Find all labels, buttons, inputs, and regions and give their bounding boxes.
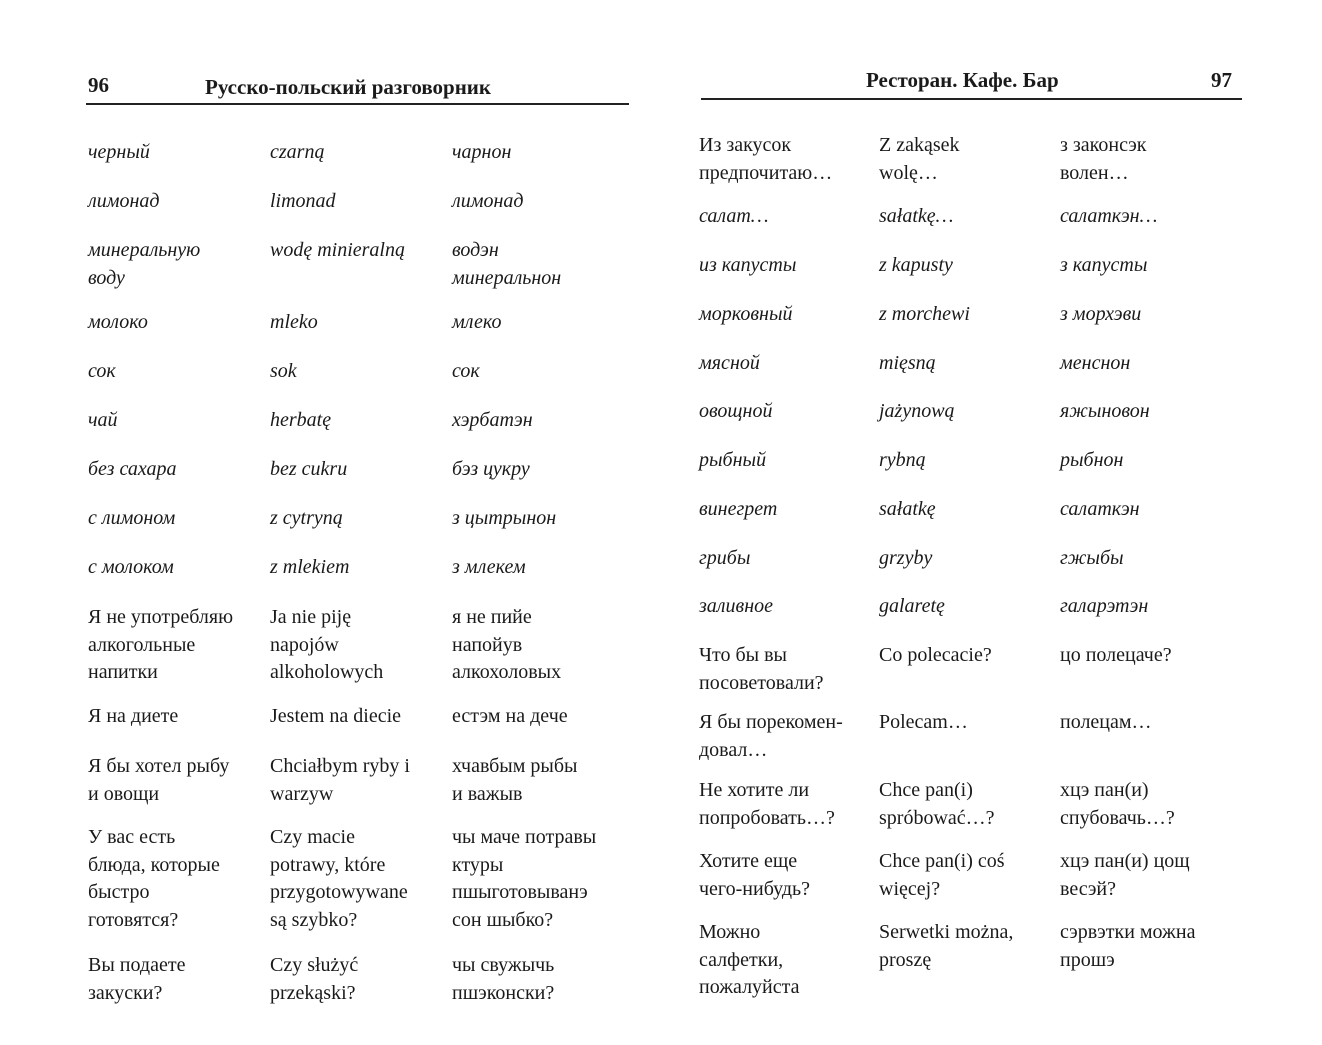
pl-cell: jażynową: [879, 400, 955, 422]
transcription-cell: сэрвэтки можна прошэ: [1060, 921, 1196, 971]
ru-cell: овощной: [699, 400, 773, 422]
transcription-cell: чарнон: [452, 141, 512, 163]
pl-cell: bez cukru: [270, 458, 348, 480]
pl-cell: grzyby: [879, 547, 933, 569]
pl-cell: z mlekiem: [270, 556, 350, 578]
ru-cell: из капусты: [699, 254, 797, 276]
pl-cell: Co polecacie?: [879, 644, 992, 666]
transcription-cell: менснон: [1060, 352, 1131, 374]
pl-cell: Jestem na diecie: [270, 705, 402, 727]
ru-cell: грибы: [699, 547, 751, 569]
ru-cell: Можно салфетки, пожалуйста: [699, 921, 800, 998]
transcription-cell: з млекем: [452, 556, 526, 578]
header-rule: [701, 98, 1242, 100]
transcription-cell: я не пийе напойув алкохоловых: [452, 606, 562, 683]
ru-cell: винегрет: [699, 498, 778, 520]
transcription-cell: з морхэви: [1060, 303, 1142, 325]
pl-cell: sałatkę…: [879, 205, 954, 227]
pl-cell: czarną: [270, 141, 325, 163]
transcription-cell: млеко: [452, 311, 502, 333]
ru-cell: Я бы порекомен- довал…: [699, 711, 843, 761]
ru-cell: Я на диете: [88, 705, 179, 727]
pl-cell: Serwetki można, proszę: [879, 921, 1014, 971]
transcription-cell: з цытрынон: [452, 507, 557, 529]
ru-cell: сок: [88, 360, 116, 382]
pl-cell: Czy macie potrawy, które przygotowywane są szybko?: [270, 826, 408, 931]
pl-cell: Ja nie piję napojów alkoholowych: [270, 606, 384, 683]
pl-cell: Czy służyć przekąski?: [270, 954, 359, 1004]
transcription-cell: лимонад: [452, 190, 524, 212]
transcription-cell: рыбнон: [1060, 449, 1124, 471]
ru-cell: с лимоном: [88, 507, 176, 529]
page-number: 97: [1211, 68, 1232, 92]
ru-cell: черный: [88, 141, 150, 163]
pl-cell: z kapusty: [879, 254, 953, 276]
ru-cell: Не хотите ли попробовать…?: [699, 779, 835, 829]
ru-cell: с молоком: [88, 556, 174, 578]
pl-cell: Chce pan(i) coś więcej?: [879, 850, 1005, 900]
pl-cell: limonad: [270, 190, 336, 212]
ru-cell: Я не употребляю алкогольные напитки: [88, 606, 234, 683]
ru-cell: Хотите еще чего-нибудь?: [699, 850, 811, 900]
ru-cell: рыбный: [699, 449, 767, 471]
pl-cell: rybną: [879, 449, 926, 471]
left-page: [0, 0, 660, 1045]
ru-cell: Что бы вы посоветовали?: [699, 644, 824, 694]
pl-cell: galaretę: [879, 595, 945, 617]
transcription-cell: хцэ пан(и) цощ весэй?: [1060, 850, 1190, 900]
transcription-cell: галарэтэн: [1060, 595, 1149, 617]
ru-cell: морковный: [699, 303, 793, 325]
page-number: 96: [88, 73, 109, 97]
pl-cell: Polecam…: [879, 711, 968, 733]
transcription-cell: сок: [452, 360, 480, 382]
ru-cell: минеральную воду: [88, 239, 201, 289]
transcription-cell: полецам…: [1060, 711, 1152, 733]
transcription-cell: чы свужычь пшэконски?: [452, 954, 555, 1004]
transcription-cell: з капусты: [1060, 254, 1148, 276]
running-title: Русско-польский разговорник: [205, 75, 492, 99]
transcription-cell: салаткэн…: [1060, 205, 1158, 227]
pl-cell: mleko: [270, 311, 318, 333]
ru-cell: Я бы хотел рыбу и овощи: [88, 755, 230, 805]
transcription-cell: хчавбым рыбы и важыв: [452, 755, 578, 805]
ru-cell: лимонад: [88, 190, 160, 212]
ru-cell: без сахара: [88, 458, 177, 480]
transcription-cell: естэм на дече: [452, 705, 568, 727]
ru-cell: заливное: [699, 595, 774, 617]
transcription-cell: салаткэн: [1060, 498, 1140, 520]
transcription-cell: яжыновон: [1060, 400, 1150, 422]
ru-cell: Вы подаете закуски?: [88, 954, 186, 1004]
running-title: Ресторан. Кафе. Бар: [866, 68, 1059, 92]
transcription-cell: чы маче потравы ктуры пшыготовыванэ сон шыбко?: [452, 826, 597, 931]
pl-cell: z morchewi: [879, 303, 970, 325]
pl-cell: mięsną: [879, 352, 936, 374]
pl-cell: Chce pan(i) spróbować…?: [879, 779, 995, 829]
header-rule: [86, 103, 629, 105]
transcription-cell: гжыбы: [1060, 547, 1124, 569]
transcription-cell: хэрбатэн: [452, 409, 533, 431]
transcription-cell: з законсэк волен…: [1060, 134, 1147, 184]
ru-cell: мясной: [699, 352, 760, 374]
ru-cell: салат…: [699, 205, 769, 227]
pl-cell: Chciałbym ryby i warzyw: [270, 755, 410, 805]
ru-cell: молоко: [88, 311, 148, 333]
ru-cell: У вас есть блюда, которые быстро готовятся?: [88, 826, 220, 931]
transcription-cell: бэз цукру: [452, 458, 530, 480]
transcription-cell: цо полецаче?: [1060, 644, 1172, 666]
pl-cell: sałatkę: [879, 498, 936, 520]
transcription-cell: хцэ пан(и) спубовачь…?: [1060, 779, 1175, 829]
ru-cell: Из закусок предпочитаю…: [699, 134, 833, 184]
pl-cell: herbatę: [270, 409, 332, 431]
transcription-cell: водэн минеральнон: [452, 239, 562, 289]
pl-cell: wodę minieralną: [270, 239, 405, 261]
pl-cell: Z zakąsek wolę…: [879, 134, 960, 184]
pl-cell: sok: [270, 360, 297, 382]
right-page: [661, 0, 1322, 1045]
pl-cell: z cytryną: [270, 507, 343, 529]
ru-cell: чай: [88, 409, 118, 431]
